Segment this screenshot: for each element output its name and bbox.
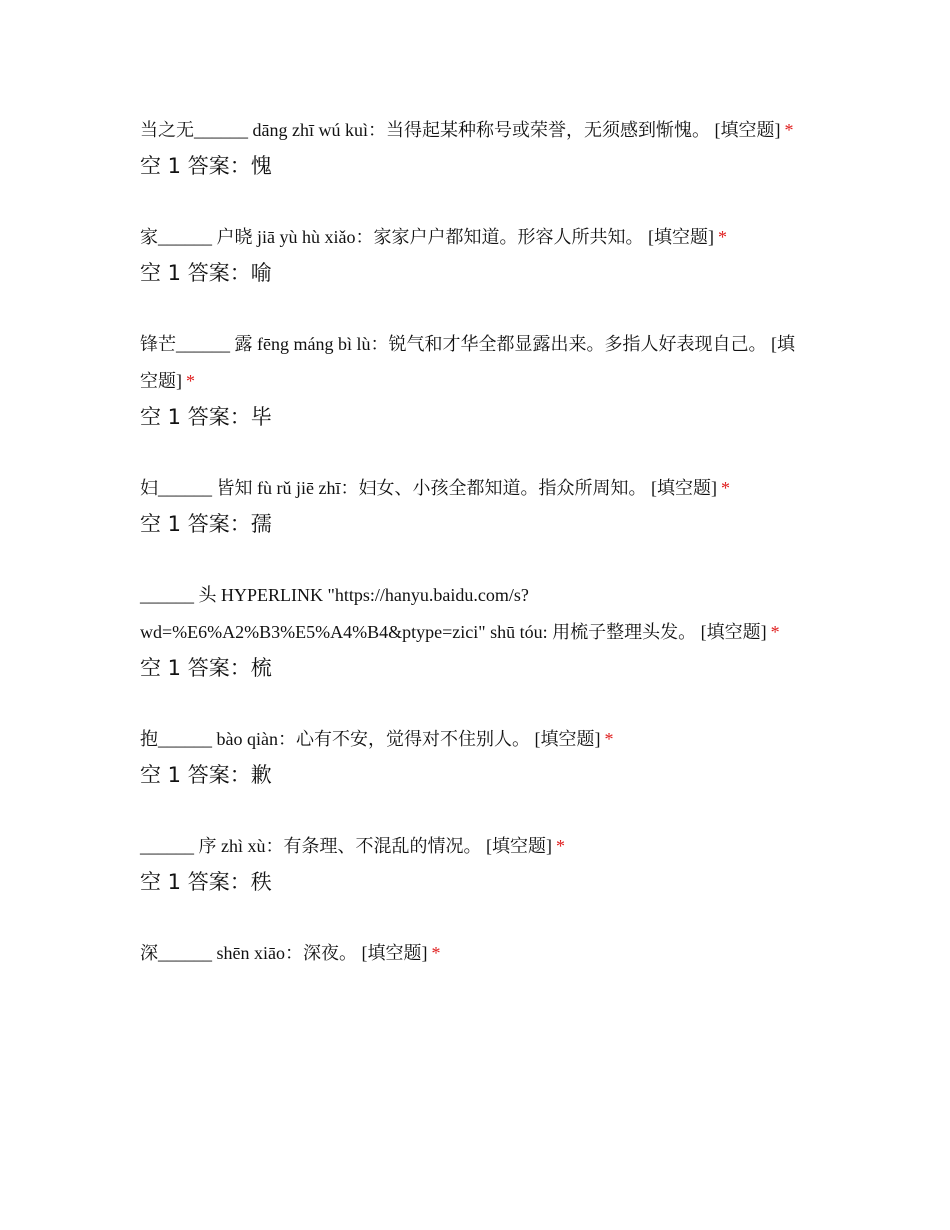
required-mark: * — [186, 371, 195, 391]
question-6 — [140, 721, 810, 792]
question-prompt: 当之无______ dāng zhī wú kuì：当得起某种称号或荣誉，无须感到惭愧。 — [140, 120, 710, 140]
answer-line: 空 1 答案：愧 — [140, 154, 272, 178]
question-text — [140, 828, 810, 865]
question-prompt: 妇______ 皆知 fù rǔ jiē zhī：妇女、小孩全都知道。指众所周知。 — [140, 478, 647, 498]
required-mark: * — [717, 227, 727, 247]
question-prompt: 深______ shēn xiāo：深夜。 — [140, 943, 357, 963]
question-type-tag: [填空题] — [700, 622, 767, 642]
question-type-tag: [填空题] — [647, 227, 714, 247]
question-text — [140, 219, 810, 256]
question-prompt: 抱______ bào qiàn：心有不安，觉得对不住别人。 — [140, 729, 530, 749]
required-mark: * — [784, 120, 794, 140]
answer-line: 空 1 答案：秩 — [140, 870, 272, 894]
question-8 — [140, 935, 810, 972]
question-2 — [140, 219, 810, 290]
question-type-tag: [填空题] — [140, 334, 795, 391]
question-text — [140, 326, 810, 400]
answer-line: 空 1 答案：梳 — [140, 656, 272, 680]
question-type-tag: [填空题] — [714, 120, 781, 140]
question-text — [140, 577, 810, 651]
question-text — [140, 721, 810, 758]
question-7 — [140, 828, 810, 899]
document-page — [140, 112, 810, 1008]
required-mark: * — [770, 622, 780, 642]
answer-line: 空 1 答案：歉 — [140, 763, 272, 787]
question-text — [140, 935, 810, 972]
question-4 — [140, 470, 810, 541]
question-prompt: 家______ 户晓 jiā yù hù xiǎo：家家户户都知道。形容人所共知。 — [140, 227, 644, 247]
question-3 — [140, 326, 810, 434]
answer-line: 空 1 答案：孺 — [140, 512, 272, 536]
required-mark: * — [604, 729, 614, 749]
answer-line: 空 1 答案：喻 — [140, 261, 272, 285]
question-5 — [140, 577, 810, 685]
question-type-tag: [填空题] — [361, 943, 428, 963]
question-prompt: ______ 序 zhì xù：有条理、不混乱的情况。 — [140, 836, 482, 856]
required-mark: * — [431, 943, 441, 963]
answer-line: 空 1 答案：毕 — [140, 405, 272, 429]
required-mark: * — [556, 836, 565, 856]
question-type-tag: [填空题] — [486, 836, 552, 856]
required-mark: * — [720, 478, 730, 498]
question-prompt: ______ 头 HYPERLINK "https://hanyu.baidu.com/s?wd=%E6%A2%B3%E5%A4%B4&ptype=zici" shū tóu: 用梳子整理头发。 — [140, 585, 697, 642]
question-text — [140, 112, 810, 149]
question-1 — [140, 112, 810, 183]
question-text — [140, 470, 810, 507]
question-prompt: 锋芒______ 露 fēng máng bì lù：锐气和才华全都显露出来。多指人好表现自己。 — [140, 334, 767, 354]
question-type-tag: [填空题] — [534, 729, 601, 749]
question-type-tag: [填空题] — [650, 478, 717, 498]
